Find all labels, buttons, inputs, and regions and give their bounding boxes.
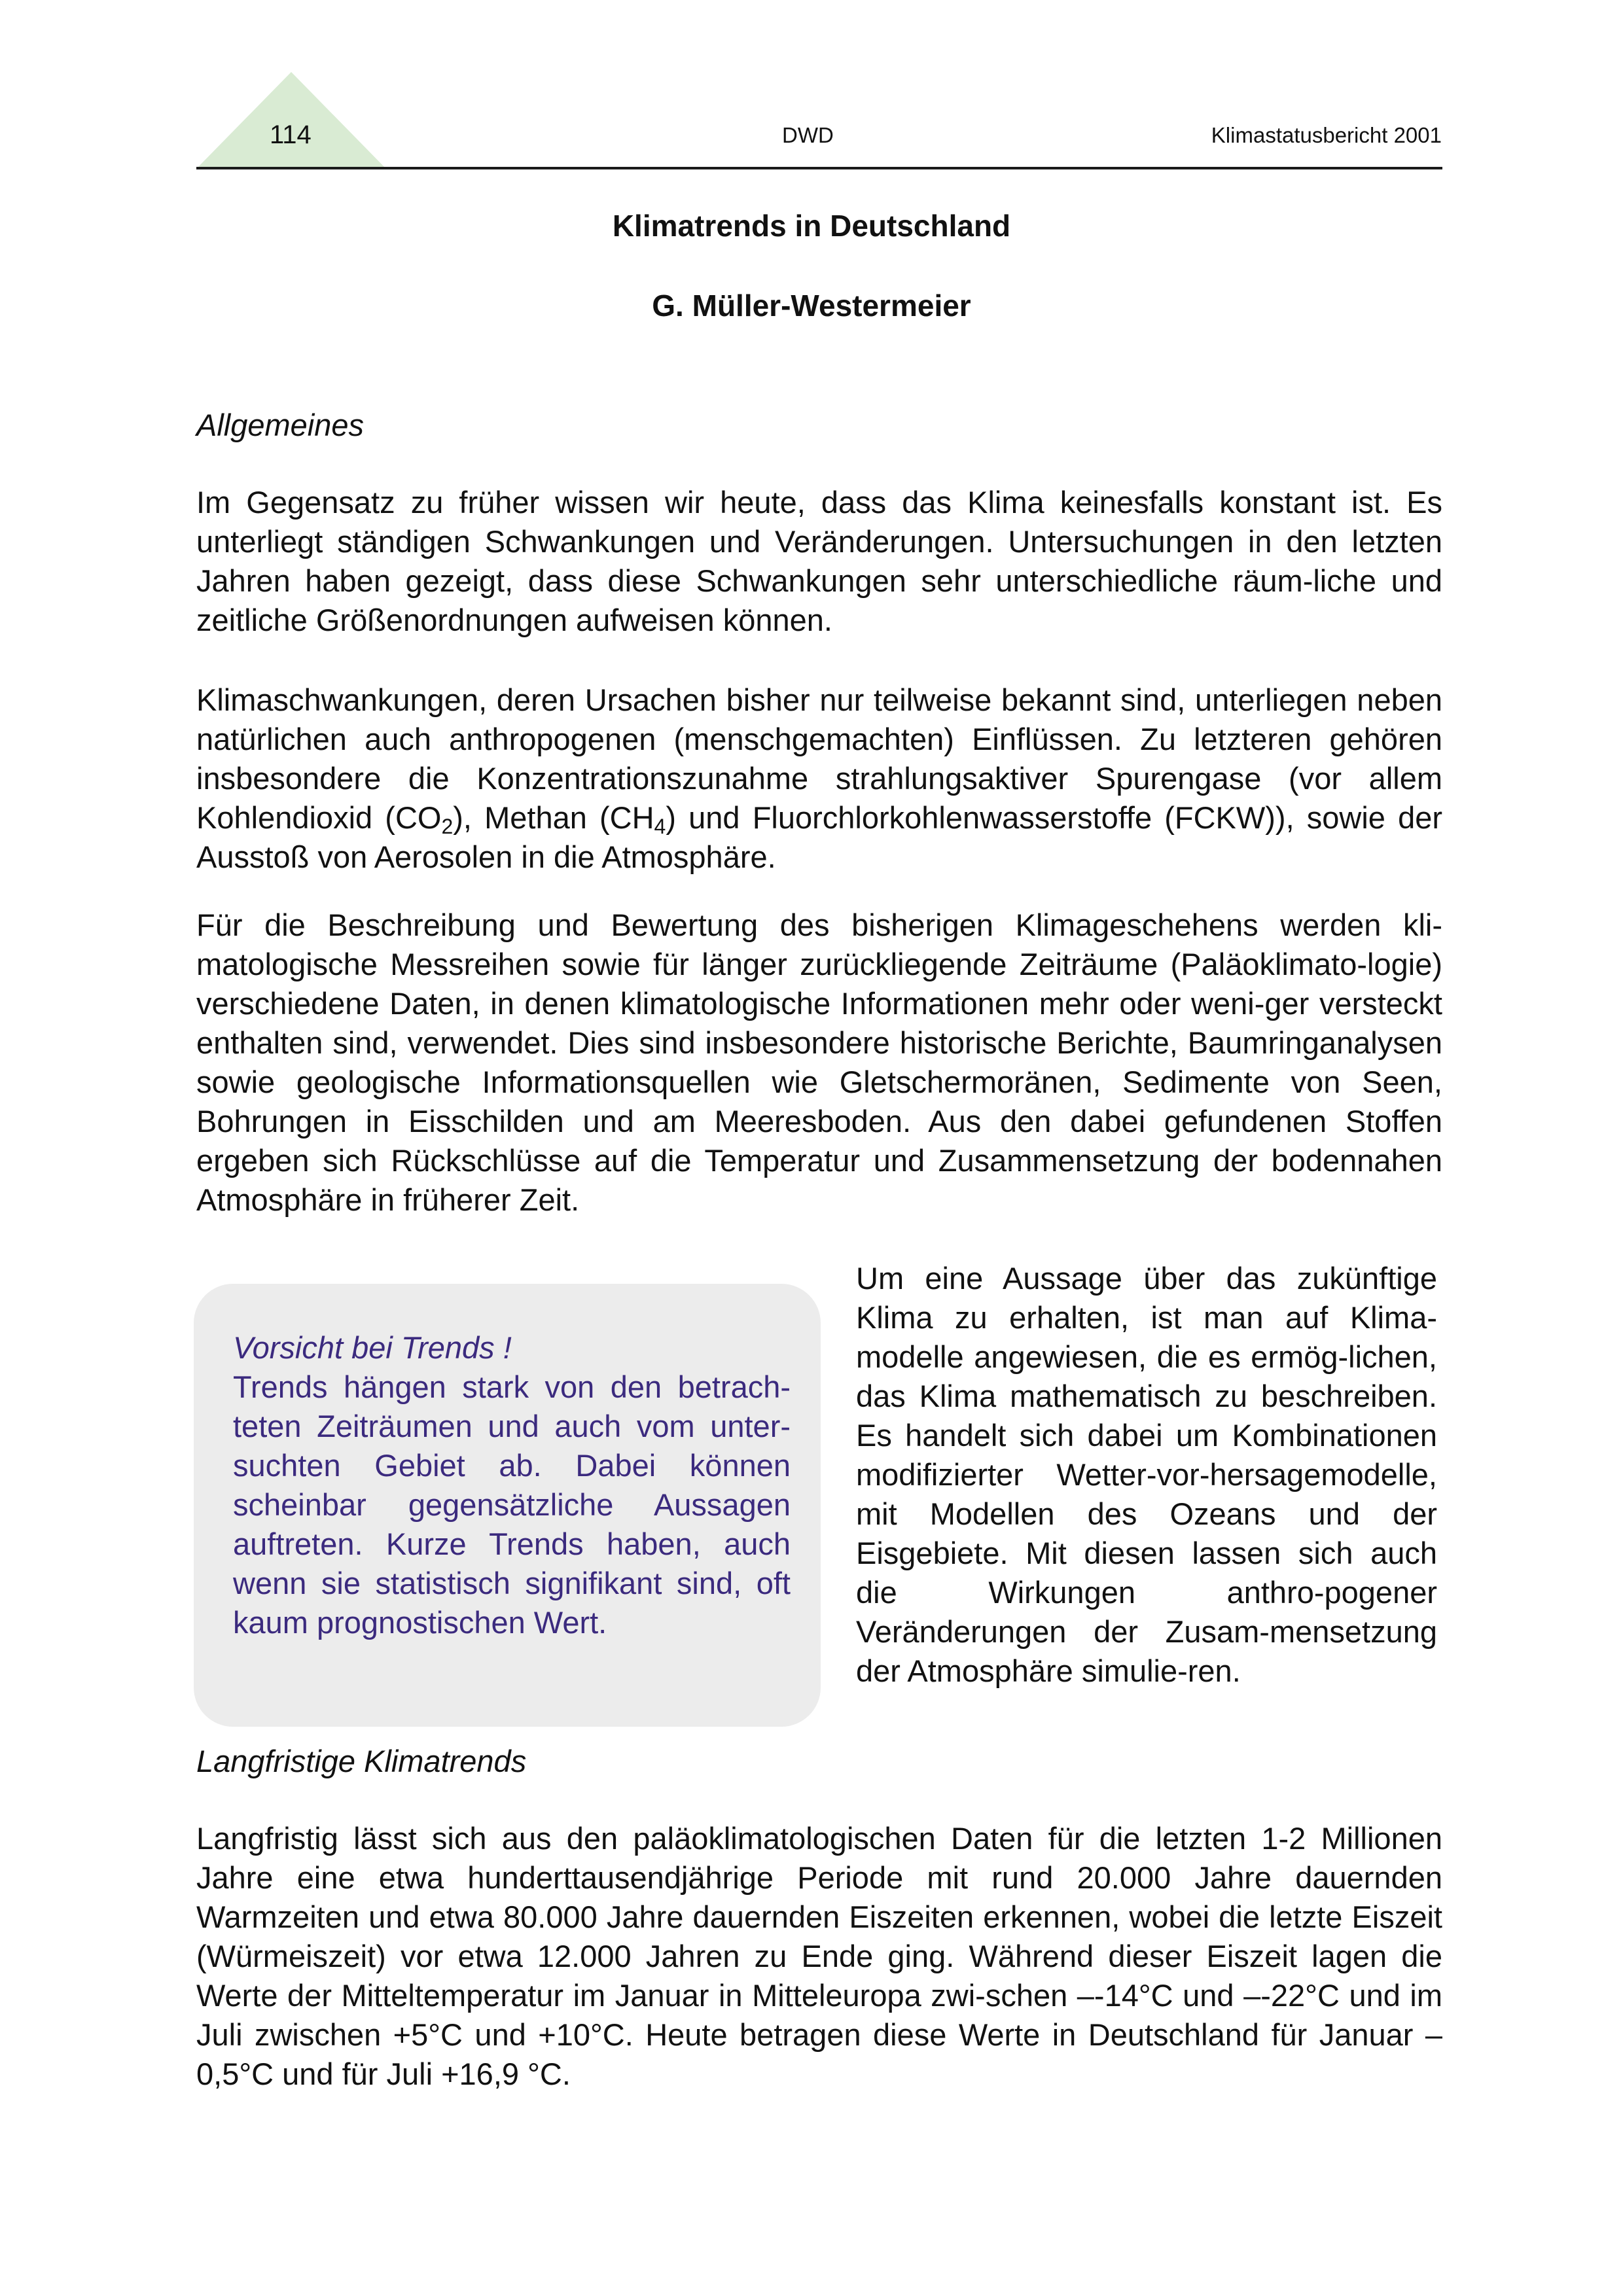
header-report-title: Klimastatusbericht 2001 xyxy=(1211,123,1442,147)
paragraph-climate-variations-part2: ), Methan (CH xyxy=(453,800,654,835)
paragraph-long-term-trends: Langfristig lässt sich aus den paläoklimatologischen Daten für die letzten 1-2 Millionen Jahre eine etwa hunderttausendjährige Periode mit rund 20.000 Jahre dauernden Warmzeiten und etwa 80.000 Jahre dauernden Eiszeiten erkennen, wobei die letzte Eiszeit (Würmeiszeit) vor etwa 12.000 Jahren zu Ende ging. Während dieser Eiszeit lagen die Werte der Mitteltemperatur im Januar in Mitteleuropa zwi-schen –-14°C und –-22°C und im Juli zwischen +5°C und +10°C. Heute betragen diese Werte in Deutschland für Januar –0,5°C und für Juli +16,9 °C. xyxy=(196,1821,1442,2091)
co2-subscript: 2 xyxy=(441,815,454,838)
article-author: G. Müller-Westermeier xyxy=(652,289,971,323)
callout-text: Trends hängen stark von den betrach-teten Zeiträumen und auch vom unter-suchten Gebiet ab. Dabei können scheinbar gegensätzliche Aussagen auftreten. Kurze Trends haben, auch wenn sie statistisch signifikant sind, oft kaum prognostischen Wert. xyxy=(233,1369,791,1640)
page-number: 114 xyxy=(270,120,312,149)
callout-heading: Vorsicht bei Trends ! xyxy=(233,1330,512,1365)
paragraph-intro: Im Gegensatz zu früher wissen wir heute, dass das Klima keinesfalls konstant ist. Es unterliegt ständigen Schwankungen und Veränderungen. Untersuchungen in den letzten Jahren haben gezeigt, dass diese Schwankungen sehr unterschiedliche räum-liche und zeitliche Größenordnungen aufweisen können. xyxy=(196,485,1442,637)
section-heading-general: Allgemeines xyxy=(196,408,365,442)
paragraph-climate-models: Um eine Aussage über das zukünftige Klima zu erhalten, ist man auf Klima-modelle angewiesen, die es ermög-lichen, das Klima mathematisch zu beschreiben. Es handelt sich dabei um Kombinationen modifizierter Wetter-vor-hersagemodelle, mit Modellen des Ozeans und der Eisgebiete. Mit diesen lassen sich auch die Wirkungen anthro-pogener Veränderungen der Zusam-mensetzung der Atmosphäre simulie-ren. xyxy=(856,1261,1437,1688)
paragraph-paleoclimatology: Für die Beschreibung und Bewertung des bisherigen Klimageschehens werden kli-matologische Messreihen sowie für länger zurückliegende Zeiträume (Paläoklimato-logie) verschiedene Daten, in denen klimatologische Informationen mehr oder weni-ger versteckt enthalten sind, verwendet. Dies sind insbesondere historische Berichte, Baumringanalysen sowie geologische Informationsquellen wie Gletschermoränen, Sedimente von Seen, Bohrungen in Eisschilden und am Meeresboden. Aus den dabei gefundenen Stoffen ergeben sich Rückschlüsse auf die Temperatur und Zusammensetzung der bodennahen Atmosphäre in früherer Zeit. xyxy=(196,908,1442,1217)
paragraph-climate-variations-part1: Klimaschwankungen, deren Ursachen bisher nur teilweise bekannt sind, unterliegen neben natürlichen auch anthropogenen (menschgemachten) Einflüssen. Zu letzteren gehören insbesondere die Konzentrationszunahme strahlungsaktiver Spurengase (vor allem Kohlendioxid (CO xyxy=(196,682,1442,835)
header-publisher: DWD xyxy=(782,123,834,147)
article-title: Klimatrends in Deutschland xyxy=(612,209,1011,243)
paragraph-climate-variations-part3: ) und Fluorchlorkohlenwasserstoffe (FCKW)), sowie der Ausstoß von Aerosolen in die Atmosphäre. xyxy=(196,800,1442,874)
section-heading-long-term: Langfristige Klimatrends xyxy=(196,1744,527,1778)
ch4-subscript: 4 xyxy=(654,815,666,838)
callout-content xyxy=(233,1328,791,1642)
paragraph-climate-variations xyxy=(196,680,1442,877)
header-rule xyxy=(196,167,1442,169)
